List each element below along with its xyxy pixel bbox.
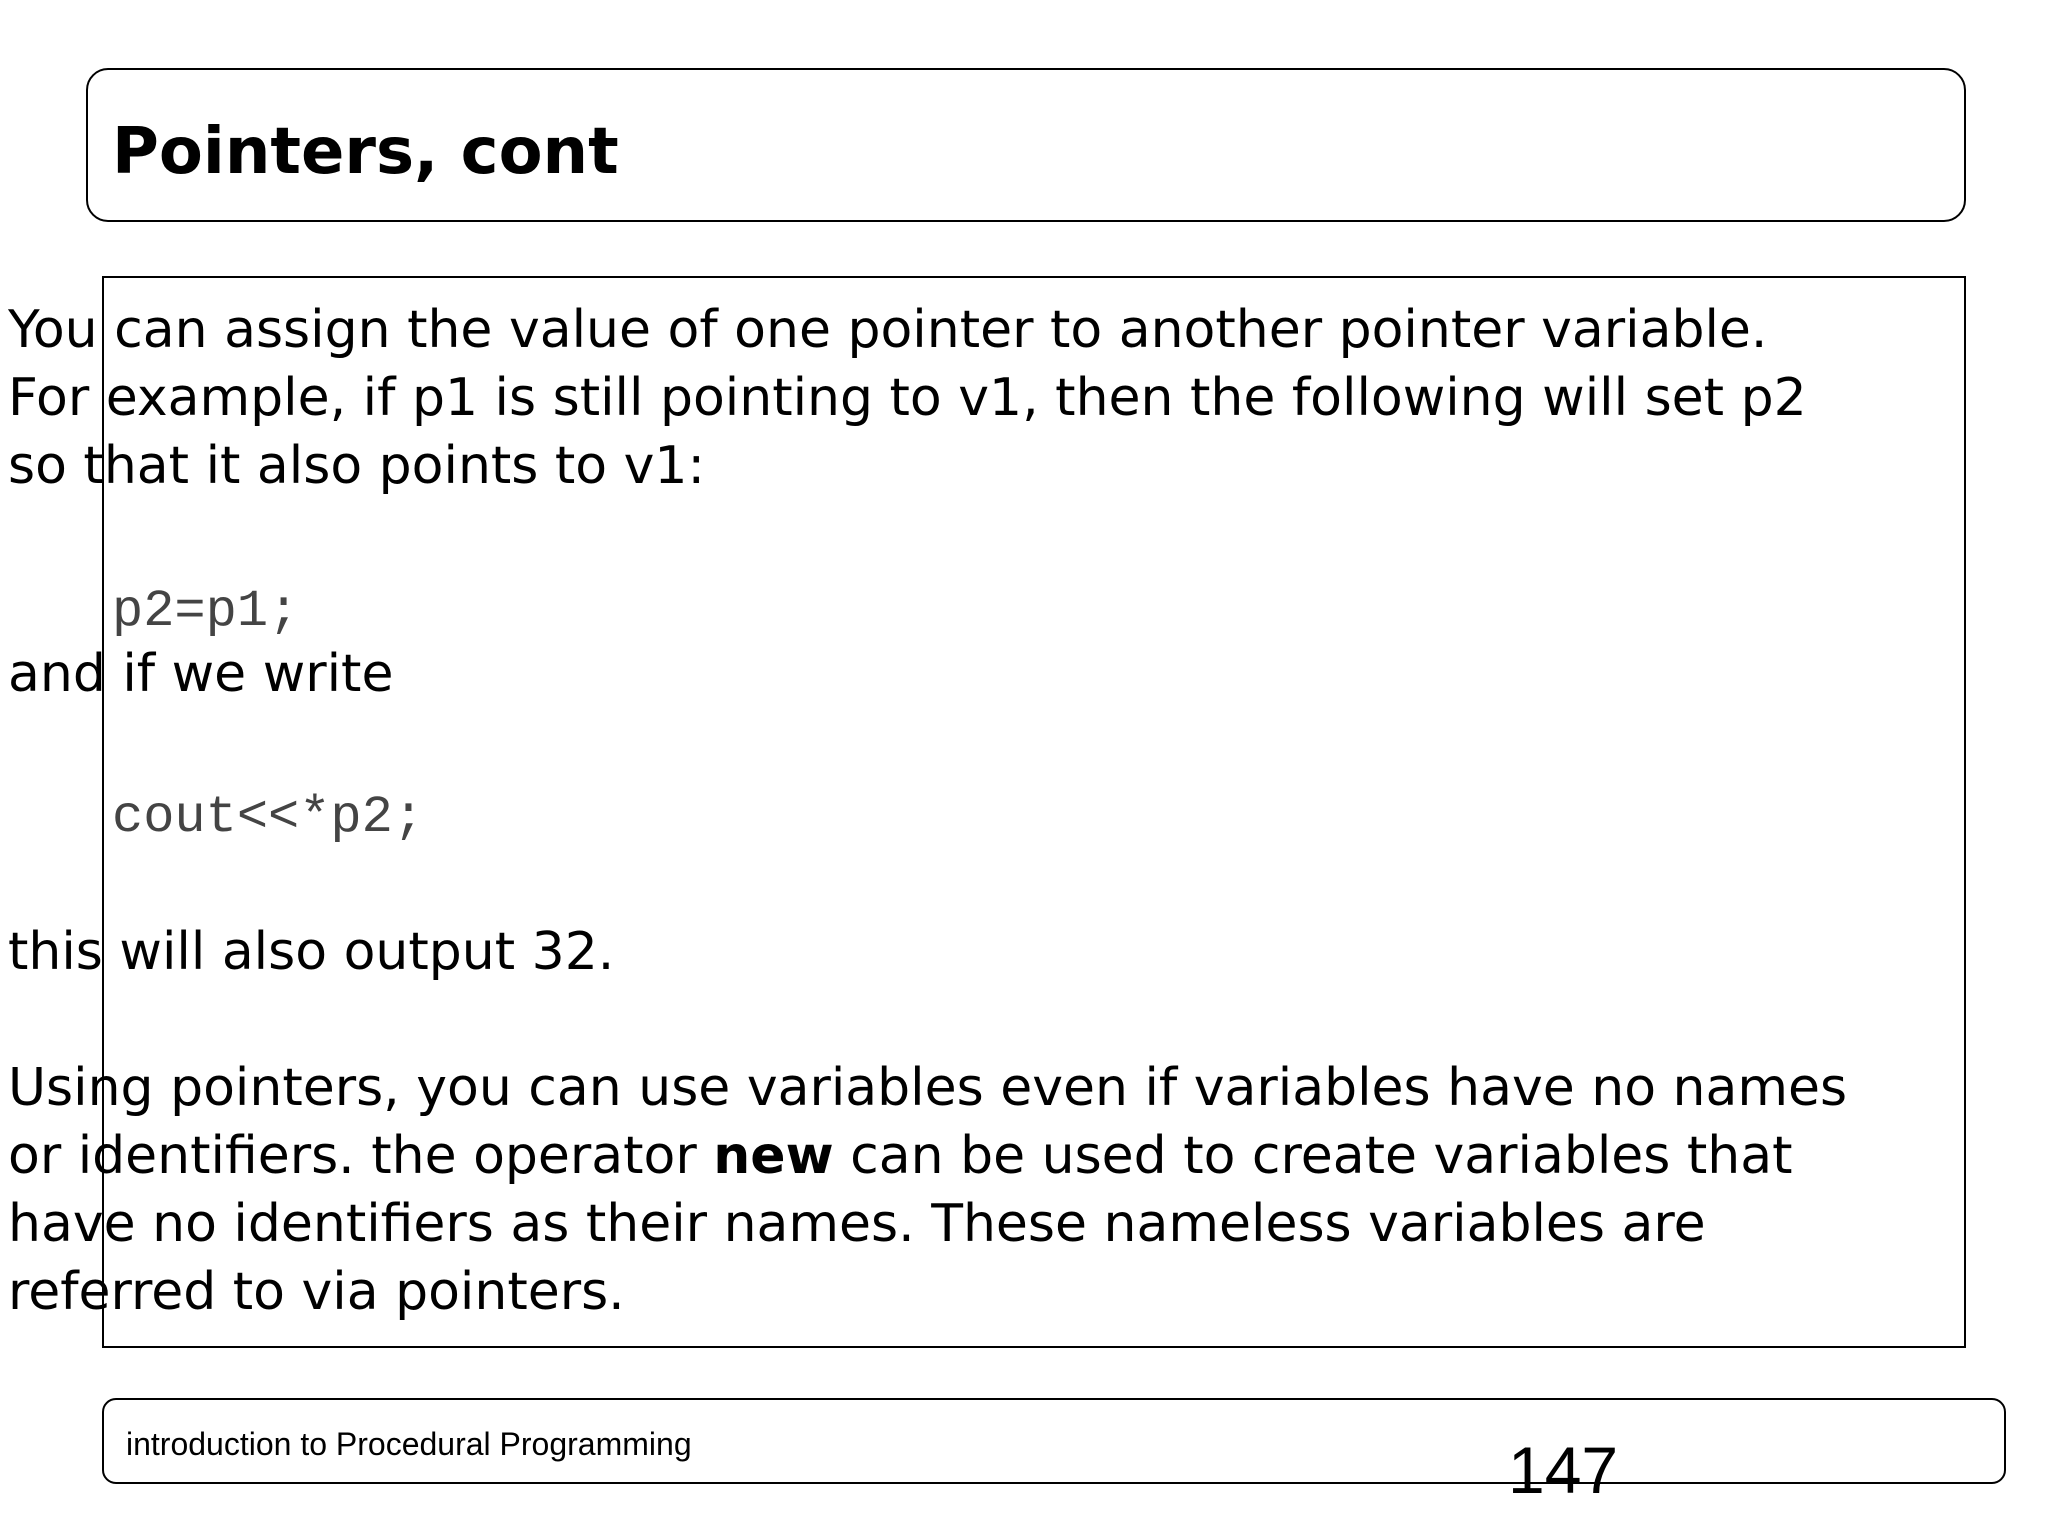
para2-text-before: or identifiers. the operator (8, 1126, 714, 1186)
para2-text-after: can be used to create variables that (833, 1126, 1793, 1186)
body-line-3: so that it also points to v1: (8, 436, 706, 496)
para2-line-4: referred to via pointers. (8, 1262, 625, 1322)
para2-line-2 (8, 1122, 1793, 1190)
code-cout: cout<<*p2; (112, 788, 425, 847)
code-assign: p2=p1; (112, 582, 300, 641)
keyword-new: new (713, 1126, 834, 1186)
body-line-2: For example, if p1 is still pointing to v1, then the following will set p2 (8, 368, 1807, 428)
body-line-1: You can assign the value of one pointer to another pointer variable. (8, 300, 1768, 360)
para2-line-3: have no identifiers as their names. These nameless variables are (8, 1194, 1706, 1254)
page-number: 147 (1508, 1433, 1619, 1507)
para2-line-1: Using pointers, you can use variables even if variables have no names (8, 1058, 1848, 1118)
footer-course-title: introduction to Procedural Programming (126, 1426, 692, 1462)
body-line-output: this will also output 32. (8, 922, 615, 982)
body-line-and: and if we write (8, 644, 394, 704)
slide-title: Pointers, cont (112, 115, 619, 189)
